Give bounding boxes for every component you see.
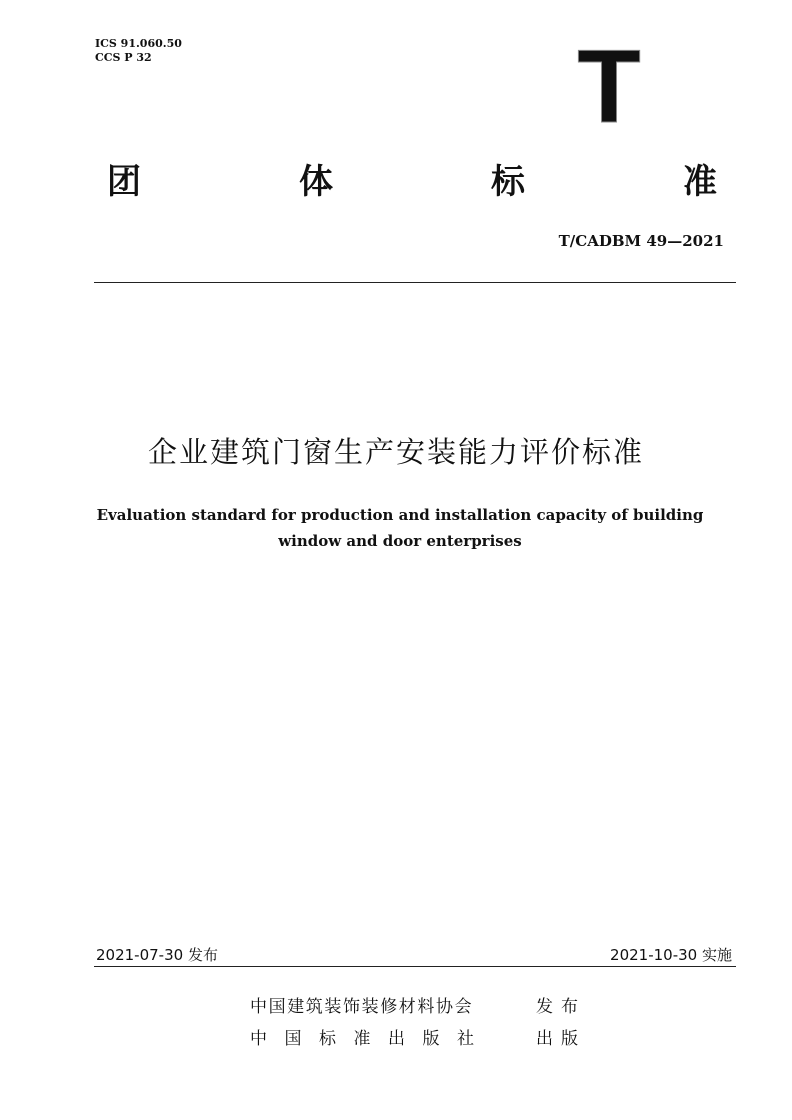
standard-type-char: 标 [491, 162, 525, 202]
title-en-line: Evaluation standard for production and installation capacity of building [96, 506, 704, 524]
ics-code: ICS 91.060.50 [95, 37, 182, 50]
standard-t-logo-letter: T [577, 44, 641, 126]
standard-t-logo [576, 44, 642, 126]
publisher-name: 中国建筑装饰装修材料协会 [250, 997, 474, 1017]
publisher-action: 发布 [536, 997, 586, 1017]
header-divider [94, 282, 736, 283]
standard-type-char: 准 [683, 162, 717, 202]
footer-divider [94, 966, 736, 967]
ccs-code: CCS P 32 [95, 51, 152, 64]
standard-type-title [95, 160, 725, 204]
document-title-english [90, 502, 710, 554]
printer-name: 中国标准出版社 [250, 1029, 492, 1049]
printer-action: 出版 [536, 1029, 586, 1049]
issue-date: 2021-07-30 发布 [96, 946, 218, 964]
document-title-chinese: 企业建筑门窗生产安装能力评价标准 [147, 435, 644, 469]
classification-codes [95, 37, 182, 65]
standard-code: T/CADBM 49—2021 [558, 232, 724, 250]
implementation-date: 2021-10-30 实施 [610, 946, 732, 964]
standard-type-char: 团 [107, 162, 141, 202]
standard-type-char: 体 [299, 162, 333, 202]
title-en-line: window and door enterprises [278, 532, 522, 550]
